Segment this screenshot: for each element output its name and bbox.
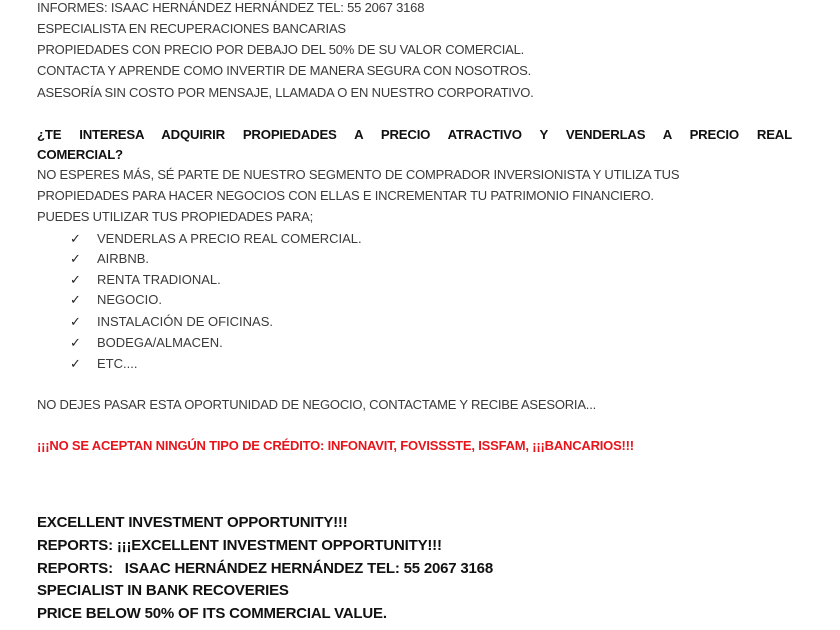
list-item: ✓ VENDERLAS A PRECIO REAL COMERCIAL.	[70, 231, 362, 246]
question-heading: ¿TE INTERESA ADQUIRIR PROPIEDADES A PRECIO ATRACTIVO Y VENDERLAS A PRECIO REAL	[37, 127, 792, 142]
list-item: ✓ NEGOCIO.	[70, 292, 163, 307]
english-line: EXCELLENT INVESTMENT OPPORTUNITY!!!	[37, 514, 348, 531]
list-item: ✓ BODEGA/ALMACEN.	[70, 335, 223, 350]
check-icon: ✓	[70, 356, 81, 371]
list-item: ✓ RENTA TRADIONAL.	[70, 272, 221, 287]
intro-line: CONTACTA Y APRENDE COMO INVERTIR DE MANERA SEGURA CON NOSOTROS.	[37, 63, 532, 78]
english-line: REPORTS: ¡¡¡EXCELLENT INVESTMENT OPPORTUNITY!!!	[37, 537, 442, 554]
intro-line: INFORMES: ISAAC HERNÁNDEZ HERNÁNDEZ TEL: 55 2067 3168	[37, 0, 425, 15]
question-heading-cont: COMERCIAL?	[37, 147, 123, 162]
list-item: ✓ AIRBNB.	[70, 251, 150, 266]
list-item: ✓ ETC....	[70, 356, 138, 371]
body-line: PUEDES UTILIZAR TUS PROPIEDADES PARA;	[37, 209, 314, 224]
list-item: ✓ INSTALACIÓN DE OFICINAS.	[70, 314, 274, 329]
body-line: NO ESPERES MÁS, SÉ PARTE DE NUESTRO SEGMENTO DE COMPRADOR INVERSIONISTA Y UTILIZA TUS	[37, 167, 680, 182]
check-icon: ✓	[70, 251, 81, 266]
check-icon: ✓	[70, 314, 81, 329]
check-icon: ✓	[70, 292, 81, 307]
check-icon: ✓	[70, 272, 81, 287]
english-line: SPECIALIST IN BANK RECOVERIES	[37, 582, 289, 599]
english-line: PRICE BELOW 50% OF ITS COMMERCIAL VALUE.	[37, 605, 387, 622]
credit-warning: ¡¡¡NO SE ACEPTAN NINGÚN TIPO DE CRÉDITO: INFONAVIT, FOVISSSTE, ISSFAM, ¡¡¡BANCARIOS!!!	[37, 438, 634, 453]
intro-line: ASESORÍA SIN COSTO POR MENSAJE, LLAMADA O EN NUESTRO CORPORATIVO.	[37, 85, 534, 100]
english-line: REPORTS: ISAAC HERNÁNDEZ HERNÁNDEZ TEL: 55 2067 3168	[37, 560, 493, 577]
body-line: PROPIEDADES PARA HACER NEGOCIOS CON ELLAS E INCREMENTAR TU PATRIMONIO FINANCIERO.	[37, 188, 654, 203]
intro-line: ESPECIALISTA EN RECUPERACIONES BANCARIAS	[37, 21, 346, 36]
check-icon: ✓	[70, 231, 81, 246]
check-icon: ✓	[70, 335, 81, 350]
closing-line: NO DEJES PASAR ESTA OPORTUNIDAD DE NEGOCIO, CONTACTAME Y RECIBE ASESORIA...	[37, 397, 597, 412]
intro-line: PROPIEDADES CON PRECIO POR DEBAJO DEL 50% DE SU VALOR COMERCIAL.	[37, 42, 525, 57]
